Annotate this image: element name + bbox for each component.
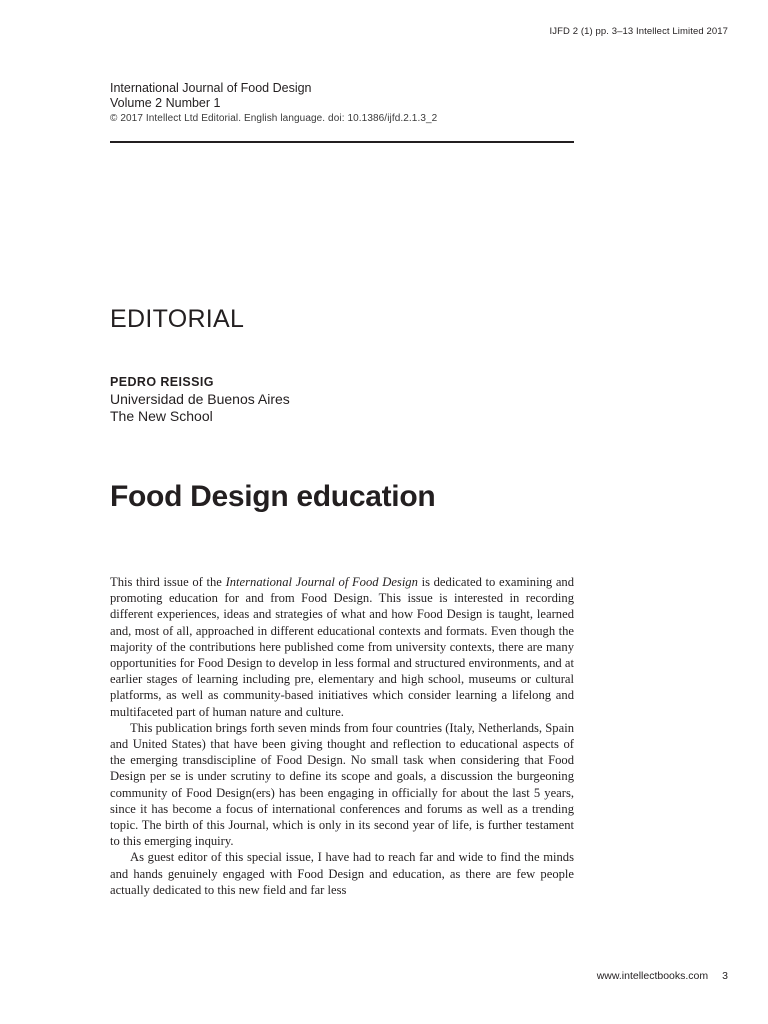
page-number: 3	[722, 970, 728, 982]
author-name: PEDRO REISSIG	[110, 375, 214, 389]
author-affiliation: Universidad de Buenos Aires	[110, 391, 290, 407]
running-head: IJFD 2 (1) pp. 3–13 Intellect Limited 2017	[549, 26, 728, 37]
masthead-divider	[110, 141, 574, 143]
body-text-run: This third issue of the	[110, 575, 226, 589]
body-paragraph: This publication brings forth seven minds from four countries (Italy, Netherlands, Spain and United States) that have been giving thought and reflection to educational aspects of the emerging transdiscipline of Food Design. No small task when considering that Food Design per se is under scrutiny to define its scope and goals, a discussion the burgeoning community of Food Design(ers) has been engaging in officially for about the last 5 years, since it has become a focus of international conferences and forums as well as a trending topic. The birth of this Journal, which is only in its second year of life, is further testament to this emerging inquiry.	[110, 720, 574, 849]
section-label: EDITORIAL	[110, 305, 245, 333]
page-footer	[597, 970, 728, 982]
author-block	[110, 374, 290, 425]
body-paragraph	[110, 574, 574, 720]
volume-number: Volume 2 Number 1	[110, 96, 221, 110]
copyright-doi: © 2017 Intellect Ltd Editorial. English language. doi: 10.1386/ijfd.2.1.3_2	[110, 113, 438, 124]
masthead	[110, 81, 574, 126]
author-affiliation: The New School	[110, 408, 213, 424]
article-body	[110, 574, 574, 898]
body-text-run: is dedicated to examining and promoting education for and from Food Design. This issue is interested in recording different experiences, ideas and strategies of what and how Food Design is taught, learned and, most of all, approached in different educational contexts and formats. Even though the majority of the contributions here published come from university contexts, there are many opportunities for Food Design to develop in less formal and structured environments, and at earlier stages of learning including pre, elementary and high school, museums or cultural platforms, as well as community-based initiatives which consider learning a lifelong and multifaceted part of human nature and culture.	[110, 575, 575, 719]
body-paragraph: As guest editor of this special issue, I have had to reach far and wide to find the minds and hands genuinely engaged with Food Design and education, as there are few people actually dedicated to this new field and far less	[110, 850, 574, 897]
journal-title-italic: International Journal of Food Design	[225, 575, 418, 589]
publisher-url: www.intellectbooks.com	[596, 970, 709, 982]
article-title: Food Design education	[110, 480, 436, 513]
journal-name: International Journal of Food Design	[110, 81, 312, 95]
